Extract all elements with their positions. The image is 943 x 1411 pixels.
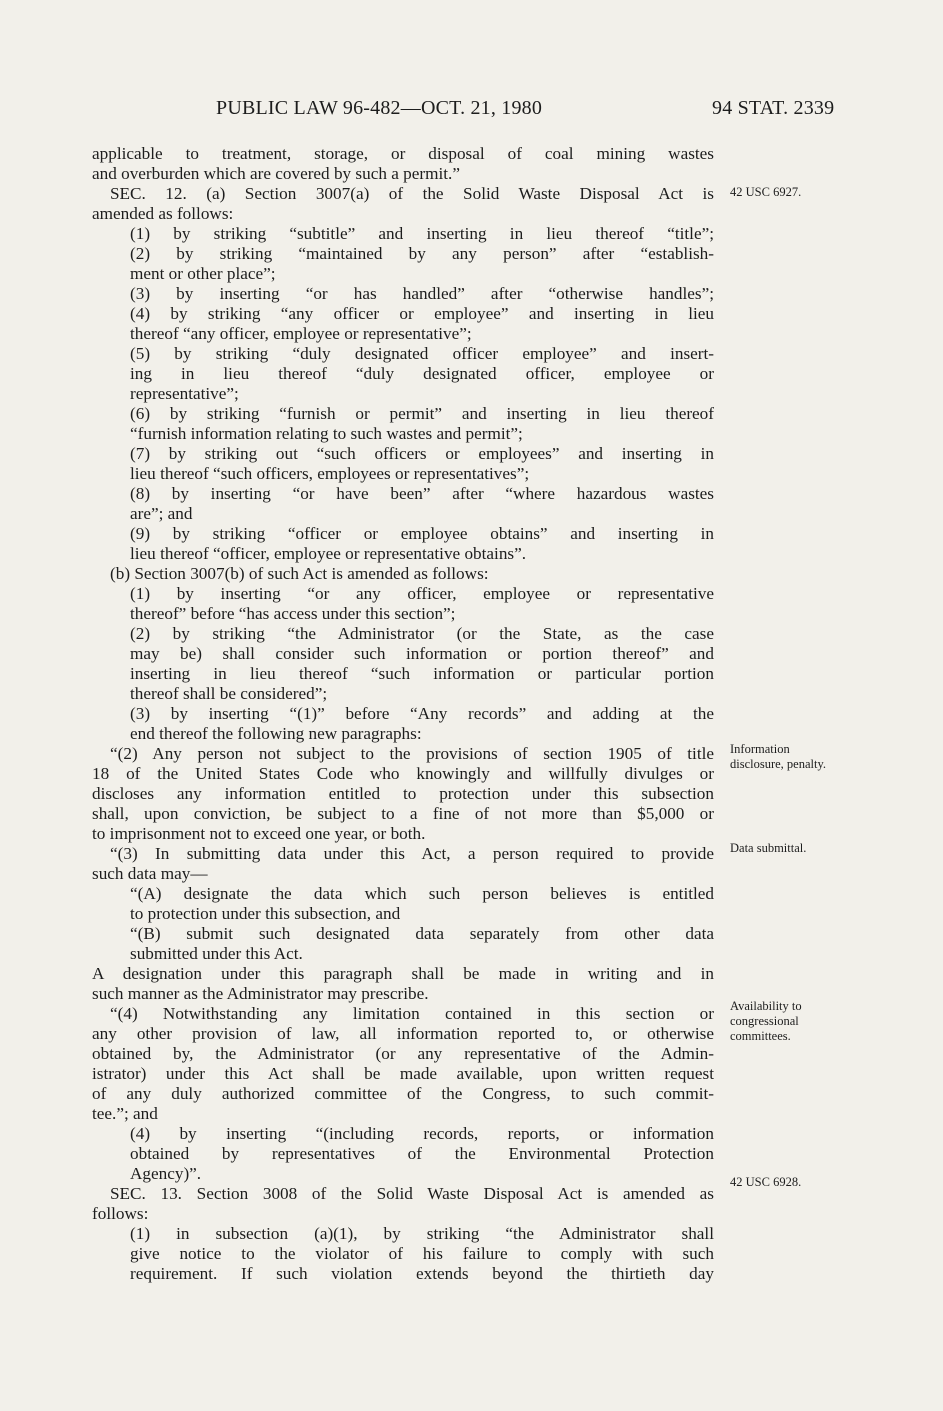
text-line: (9) by striking “officer or employee obtains” and inserting in [130, 524, 714, 543]
text-line: SEC. 12. (a) Section 3007(a) of the Solid Waste Disposal Act is [110, 184, 714, 203]
margin-note-information-disclosure: Information disclosure, penalty. [730, 742, 827, 771]
text-line: istrator) under this Act shall be made available, upon written request [92, 1064, 714, 1083]
text-line: SEC. 13. Section 3008 of the Solid Waste Disposal Act is amended as [110, 1184, 714, 1203]
text-line: (2) by striking “maintained by any person” after “establish- [130, 244, 714, 263]
text-line: are”; and [130, 504, 193, 523]
text-line: (4) by striking “any officer or employee” and inserting in lieu [130, 304, 714, 323]
body-text [92, 144, 714, 1284]
text-line: follows: [92, 1204, 149, 1223]
text-line: A designation under this paragraph shall be made in writing and in [92, 964, 714, 983]
text-line: to protection under this subsection, and [130, 904, 401, 923]
text-line: (7) by striking out “such officers or employees” and inserting in [130, 444, 714, 463]
margin-note-data-submittal: Data submittal. [730, 841, 807, 855]
header-stat-page: 94 STAT. 2339 [712, 97, 835, 119]
text-line: lieu thereof “such officers, employees or representatives”; [130, 464, 530, 483]
text-line: to imprisonment not to exceed one year, or both. [92, 824, 426, 843]
text-line: “(B) submit such designated data separately from other data [130, 924, 714, 943]
text-line: may be) shall consider such information or portion thereof” and [130, 644, 714, 663]
text-line: ment or other place”; [130, 264, 276, 283]
text-line: shall, upon conviction, be subject to a fine of not more than $5,000 or [92, 804, 714, 823]
text-line: Agency)”. [130, 1164, 202, 1183]
margin-note-availability-committees: Availability to congressional committees. [730, 999, 802, 1043]
text-line: submitted under this Act. [130, 944, 303, 963]
text-line: (1) by inserting “or any officer, employee or representative [130, 584, 714, 603]
text-line: of any duly authorized committee of the Congress, to such commit- [92, 1084, 714, 1103]
text-line: “(4) Notwithstanding any limitation contained in this section or [110, 1004, 714, 1023]
text-line: lieu thereof “officer, employee or representative obtains”. [130, 544, 527, 563]
text-line: give notice to the violator of his failure to comply with such [130, 1244, 714, 1263]
text-line: and overburden which are covered by such a permit.” [92, 164, 460, 183]
text-line: discloses any information entitled to protection under this subsection [92, 784, 714, 803]
text-line: (1) in subsection (a)(1), by striking “the Administrator shall [130, 1224, 714, 1243]
text-line: (3) by inserting “or has handled” after “otherwise handles”; [130, 284, 714, 303]
text-line: thereof “any officer, employee or representative”; [130, 324, 472, 343]
page-header [0, 97, 943, 127]
text-line: such data may— [92, 864, 208, 883]
text-line: tee.”; and [92, 1104, 158, 1123]
text-line: thereof shall be considered”; [130, 684, 328, 703]
text-line: “furnish information relating to such wastes and permit”; [130, 424, 523, 443]
text-line: 18 of the United States Code who knowingly and willfully divulges or [92, 764, 714, 783]
text-line: requirement. If such violation extends beyond the thirtieth day [130, 1264, 714, 1283]
text-line: (2) by striking “the Administrator (or the State, as the case [130, 624, 714, 643]
text-line: (3) by inserting “(1)” before “Any records” and adding at the [130, 704, 714, 723]
text-line: “(3) In submitting data under this Act, a person required to provide [110, 844, 714, 863]
text-line: inserting in lieu thereof “such information or particular portion [130, 664, 714, 683]
text-line: obtained by representatives of the Environmental Protection [130, 1144, 714, 1163]
text-line: (5) by striking “duly designated officer employee” and insert- [130, 344, 714, 363]
text-line: “(A) designate the data which such person believes is entitled [130, 884, 714, 903]
text-line: representative”; [130, 384, 239, 403]
text-line: applicable to treatment, storage, or disposal of coal mining wastes [92, 144, 714, 163]
text-line: such manner as the Administrator may prescribe. [92, 984, 429, 1003]
text-line: (b) Section 3007(b) of such Act is amended as follows: [110, 564, 489, 583]
text-line: (1) by striking “subtitle” and inserting in lieu thereof “title”; [130, 224, 714, 243]
text-line: obtained by, the Administrator (or any representative of the Admin- [92, 1044, 714, 1063]
margin-note-usc-6927: 42 USC 6927. [730, 185, 802, 199]
text-line: “(2) Any person not subject to the provisions of section 1905 of title [110, 744, 714, 763]
text-line: (6) by striking “furnish or permit” and inserting in lieu thereof [130, 404, 714, 423]
text-line: any other provision of law, all information reported to, or otherwise [92, 1024, 714, 1043]
text-line: ing in lieu thereof “duly designated officer, employee or [130, 364, 714, 383]
header-public-law: PUBLIC LAW 96-482—OCT. 21, 1980 [216, 97, 543, 119]
text-line: (4) by inserting “(including records, reports, or information [130, 1124, 714, 1143]
text-line: end thereof the following new paragraphs: [130, 724, 422, 743]
text-line: thereof” before “has access under this section”; [130, 604, 456, 623]
text-line: amended as follows: [92, 204, 234, 223]
text-line: (8) by inserting “or have been” after “where hazardous wastes [130, 484, 714, 503]
margin-note-usc-6928: 42 USC 6928. [730, 1175, 802, 1189]
